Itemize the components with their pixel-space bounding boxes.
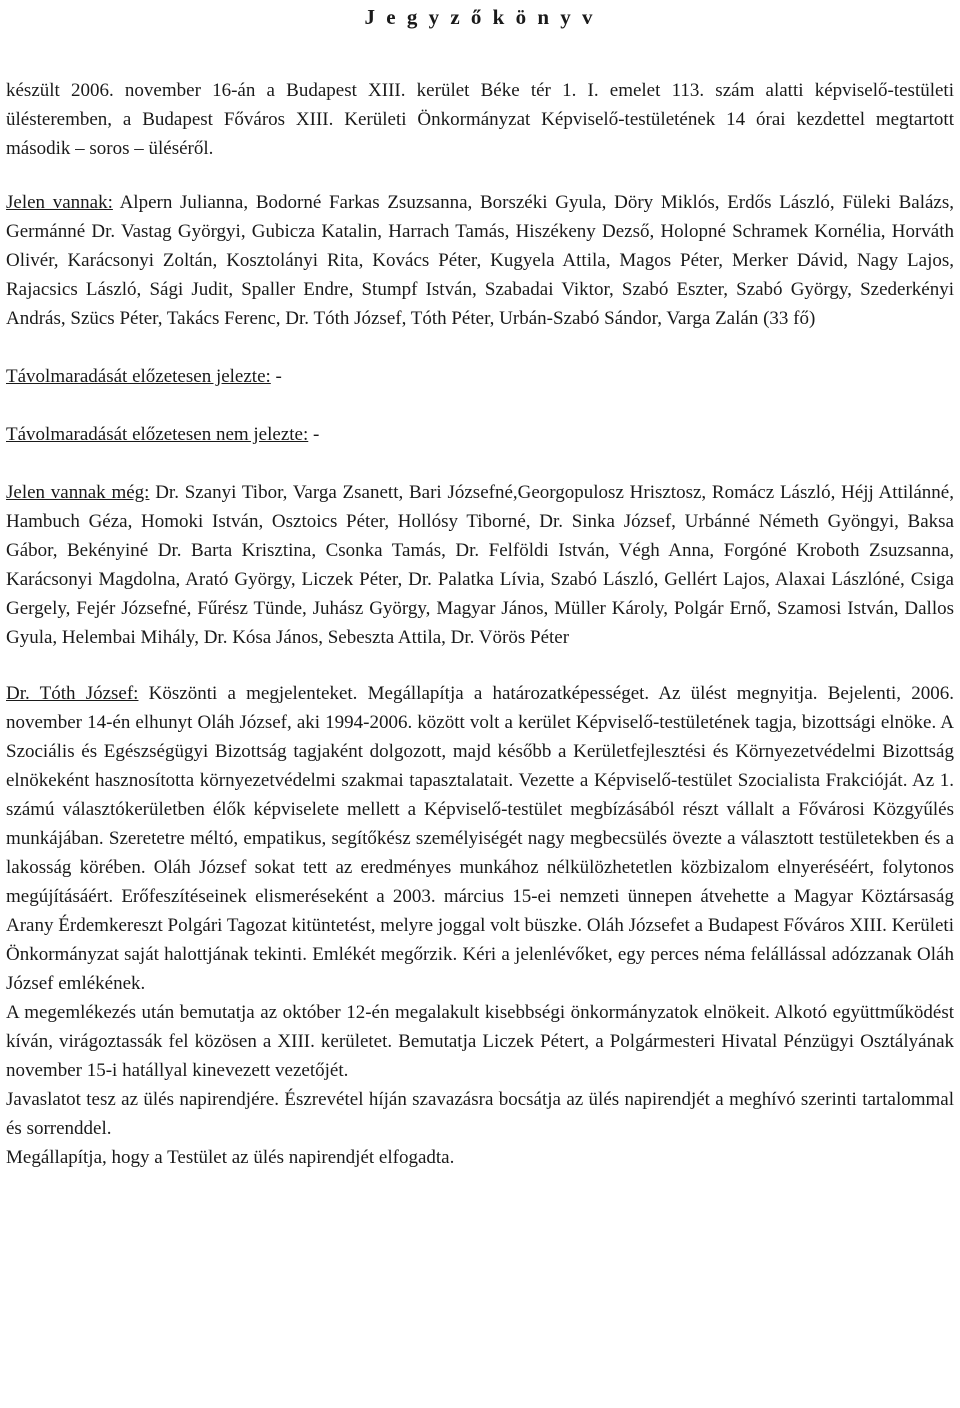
document-page [6,0,954,1172]
also-present-list: Dr. Szanyi Tibor, Varga Zsanett, Bari Józsefné,Georgopulosz Hrisztosz, Romácz László, Héjj Attilánné, Hambuch Géza, Homoki István, Osztoics Péter, Hollósy Tiborné, Dr. Sinka József, Urbánné Németh Gyöngyi, Baksa Gábor, Bekényiné Dr. Barta Krisztina, Csonka Tamás, Dr. Felföldi István, Végh Anna, Forgóné Kroboth Zsuzsanna, Karácsonyi Magdolna, Arató György, Liczek Péter, Dr. Palatka Lívia, Szabó László, Gellért Lajos, Alaxai Lászlóné, Csiga Gergely, Fejér Józsefné, Fűrész Tünde, Juhász György, Magyar János, Müller Károly, Polgár Ernő, Szamosi István, Dallos Gyula, Helembai Mihály, Dr. Kósa János, Sebeszta Attila, Dr. Vörös Péter [6,482,954,648]
absent-notified-value: - [270,366,282,387]
speech-text: Köszönti a megjelenteket. Megállapítja a határozatképességet. Az ülést megnyitja. Bejelenti, 2006. november 14-én elhunyt Oláh József, aki 1994-2006. között volt a kerület Képviselő-testületének tagja, bizottsági elnöke. A Szociális és Egészségügyi Bizottság tagjaként dolgozott, majd később a Kerületfejlesztési és Környezetvédelmi Bizottság elnökeként hasznosította környezetvédelmi szakmai tapasztalatait. Vezette a Képviselő-testület Szocialista Frakcióját. Az 1. számú választókerületben élők képviselete mellett a Képviselő-testület megbízásából részt vállalt a Fővárosi Közgyűlés munkájában. Szeretetre méltó, empatikus, segítőkész személyiségét nagy megbecsülés övezte a választott testületekben és a lakosság körében. Oláh József sokat tett az eredményes munkához nélkülözhetetlen közbizalom elnyeréséért, folytonos megújításáért. Erőfeszítéseinek elismeréseként a 2003. március 15-ei nemzeti ünnepen átvehette a Magyar Köztársaság Arany Érdemkereszt Polgári Tagozat kitüntetést, melyre joggal volt büszke. Oláh Józsefet a Budapest Főváros XIII. Kerületi Önkormányzat saját halottjának tekinti. Emlékét megőrzik. Kéri a jelenlévőket, egy perces néma felállással adózzanak Oláh József emlékének. [6,683,954,994]
speech-paragraph: Javaslatot tesz az ülés napirendjére. Észrevétel híján szavazásra bocsátja az ülés napirendjét a meghívó szerinti tartalommal és sorrenddel. [6,1089,954,1139]
document-title: J e g y z ő k ö n y v [364,5,596,29]
absent-not-notified-label: Távolmaradását előzetesen nem jelezte: [6,424,309,445]
speaker-label: Dr. Tóth József: [6,683,139,704]
absent-notified-label: Távolmaradását előzetesen jelezte: [6,366,271,387]
speech-paragraph: Megállapítja, hogy a Testület az ülés napirendjét elfogadta. [6,1147,455,1168]
also-present-label: Jelen vannak még: [6,482,150,503]
absent-not-notified-paragraph [6,420,954,449]
absent-notified-paragraph [6,362,954,391]
present-members-list: Alpern Julianna, Bodorné Farkas Zsuzsanna, Borszéki Gyula, Döry Miklós, Erdős László, Füleki Balázs, Germánné Dr. Vastag Györgyi, Gubicza Katalin, Harrach Tamás, Hiszékeny Dezső, Holopné Schramek Kornélia, Horváth Olivér, Karácsonyi Zoltán, Kosztolányi Rita, Kovács Péter, Kugyela Attila, Magos Péter, Merker Dávid, Nagy Lajos, Rajacsics László, Sági Judit, Spaller Endre, Stumpf István, Szabadai Viktor, Szabó Eszter, Szabó György, Szederkényi András, Szücs Péter, Takács Ferenc, Dr. Tóth József, Tóth Péter, Urbán-Szabó Sándor, Varga Zalán (33 fő) [6,192,954,329]
intro-paragraph: készült 2006. november 16-án a Budapest XIII. kerület Béke tér 1. I. emelet 113. szám alatti képviselő-testületi ülésteremben, a Budapest Főváros XIII. Kerületi Önkormányzat Képviselő-testületének 14 órai kezdettel megtartott második – soros – üléséről. [6,80,954,159]
absent-not-notified-value: - [308,424,320,445]
present-members-label: Jelen vannak: [6,192,113,213]
speech-paragraph: A megemlékezés után bemutatja az október 12-én megalakult kisebbségi önkormányzatok elnökeit. Alkotó együttműködést kíván, virágoztassák fel közösen a XIII. kerületet. Bemutatja Liczek Pétert, a Polgármesteri Hivatal Pénzügyi Osztályának november 15-i hatállyal kinevezett vezetőjét. [6,1002,954,1081]
present-members-paragraph [6,188,954,333]
also-present-paragraph [6,478,954,652]
speech-paragraph [6,679,954,998]
